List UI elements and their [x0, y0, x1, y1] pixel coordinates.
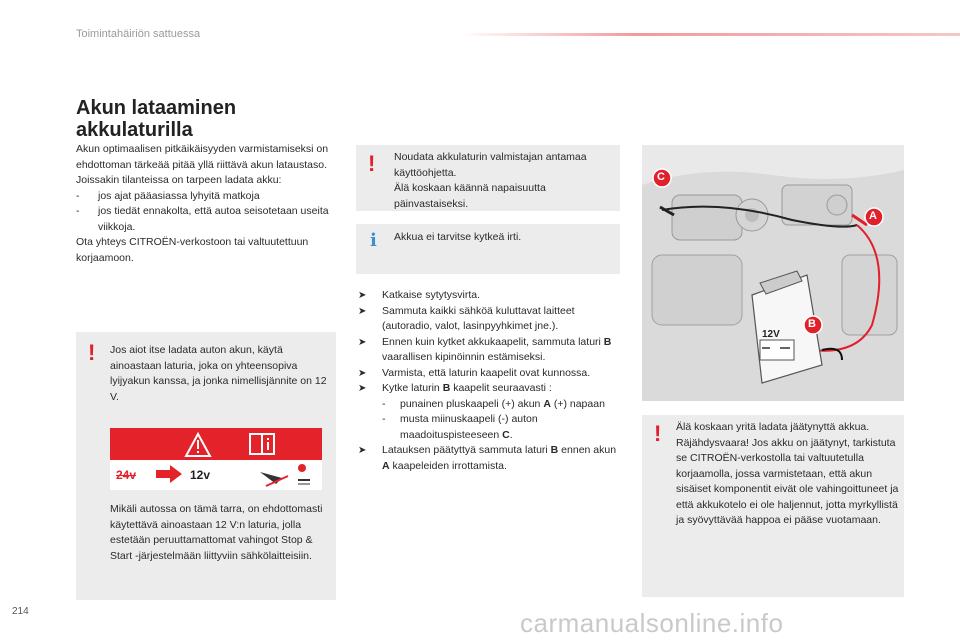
step-item: ➤ Varmista, että laturin kaapelit ovat kunnossa.: [358, 366, 591, 379]
warning-manufacturer-line1: Noudata akkulaturin valmistajan antamaa käyttöohjetta.: [394, 151, 587, 179]
info-icon: i: [370, 230, 377, 251]
watermark: carmanualsonline.info: [520, 608, 784, 638]
page-title-line1: Akun lataaminen: [76, 97, 237, 119]
intro-situations: Joissakin tilanteissa on tarpeen ladata akku:: [76, 174, 282, 186]
engine-bay-drawing: [642, 145, 904, 401]
warning-box-manufacturer: [356, 145, 620, 211]
intro-paragraph: Akun optimaalisen pitkäikäisyyden varmistamiseksi on ehdottoman tärkeää pitää yllä riittävä akun lataustaso.: [76, 143, 329, 171]
warning-exclamation-icon: !: [654, 421, 662, 446]
warning-exclamation-icon: !: [368, 151, 376, 176]
warning-manufacturer-line2: Älä koskaan käännä napaisuutta päinvastaiseksi.: [394, 182, 546, 210]
manual-book-icon: [250, 434, 274, 454]
label-a: A: [869, 210, 877, 222]
charging-steps: [356, 288, 624, 474]
charger-clamp-icon: [260, 464, 310, 486]
charger-label: 12V: [762, 329, 780, 340]
info-box-disconnect: [356, 224, 620, 274]
step-item: ➤ Ennen kuin kytket akkukaapelit, sammuta laturi B vaarallisen kipinöinnin estämiseksi.: [358, 335, 612, 363]
label-12v: 12v: [190, 468, 211, 482]
page-title-line2: akkulaturilla: [76, 119, 193, 141]
section-header: Toimintahäiriön sattuessa: [76, 28, 201, 40]
step-subitem: - punainen pluskaapeli (+) akun A (+) napaan: [382, 397, 605, 410]
page-number: 214: [12, 606, 29, 617]
page-title: [76, 97, 236, 141]
sticker-icons: [110, 428, 322, 460]
warning-frozen-text: Älä koskaan yritä ladata jäätynyttä akkua. Räjähdysvaara! Jos akku on jäätynyt, tarkistuta se CITROËN-verkostolla tai valtuutetulla korjaamolla, jossa varmistetaan, että akun sisäiset komponentit eivät ole vahingoittuneet ja että akkukotelo ei ole haljennut, jotta myrkyllistä ja syövyttävää happoa ei pääse vuotamaan.: [676, 421, 899, 526]
arrow-right-icon: [156, 465, 182, 483]
warning-exclamation-icon: !: [88, 340, 96, 365]
label-b: B: [808, 318, 816, 330]
warning-box-frozen: [642, 415, 904, 597]
info-disconnect-text: Akkua ei tarvitse kytkeä irti.: [394, 231, 522, 243]
label-c: C: [657, 171, 665, 183]
step-subitem: - musta miinuskaapeli (-) auton maadoituspisteeseen C.: [382, 413, 538, 441]
warning-box-voltage: [76, 332, 336, 600]
label-24v: 24v: [116, 468, 137, 482]
intro-item-2: - jos tiedät ennakolta, että autoa seisotetaan useita viikkoja.: [76, 205, 329, 233]
sticker-red-band: [110, 428, 322, 460]
stop-start-sticker: [110, 428, 322, 490]
step-item: ➤ Sammuta kaikki sähköä kuluttavat laitteet (autoradio, valot, lasinpyyhkimet jne.).: [358, 304, 575, 332]
intro-item-1: - jos ajat pääasiassa lyhyitä matkoja: [76, 189, 260, 202]
step-item: ➤ Kytke laturin B kaapelit seuraavasti :: [358, 382, 552, 394]
sticker-warning-text: Mikäli autossa on tämä tarra, on ehdottomasti käytettävä ainoastaan 12 V:n laturia, jolla estetään peruuttamattomat vahingot Stop & Start -järjestelmään liittyviin sähkölaitteisiin.: [110, 503, 323, 562]
header-divider: [460, 33, 960, 36]
intro-contact: Ota yhteys CITROËN-verkostoon tai valtuutettuun korjaamoon.: [76, 236, 309, 264]
step-item: ➤ Katkaise sytytysvirta.: [358, 289, 481, 301]
step-item: ➤ Latauksen päätyttyä sammuta laturi B ennen akun A kaapeleiden irrottamista.: [358, 444, 617, 472]
warning-voltage-text: Jos aiot itse ladata auton akun, käytä ainoastaan laturia, joka on yhteensopiva lyijyakun kanssa, ja jonka nimellisjännite on 12 V.: [110, 344, 327, 403]
intro-section: [76, 142, 338, 266]
sticker-voltage-row: [110, 460, 322, 490]
engine-bay-illustration: [642, 145, 904, 401]
